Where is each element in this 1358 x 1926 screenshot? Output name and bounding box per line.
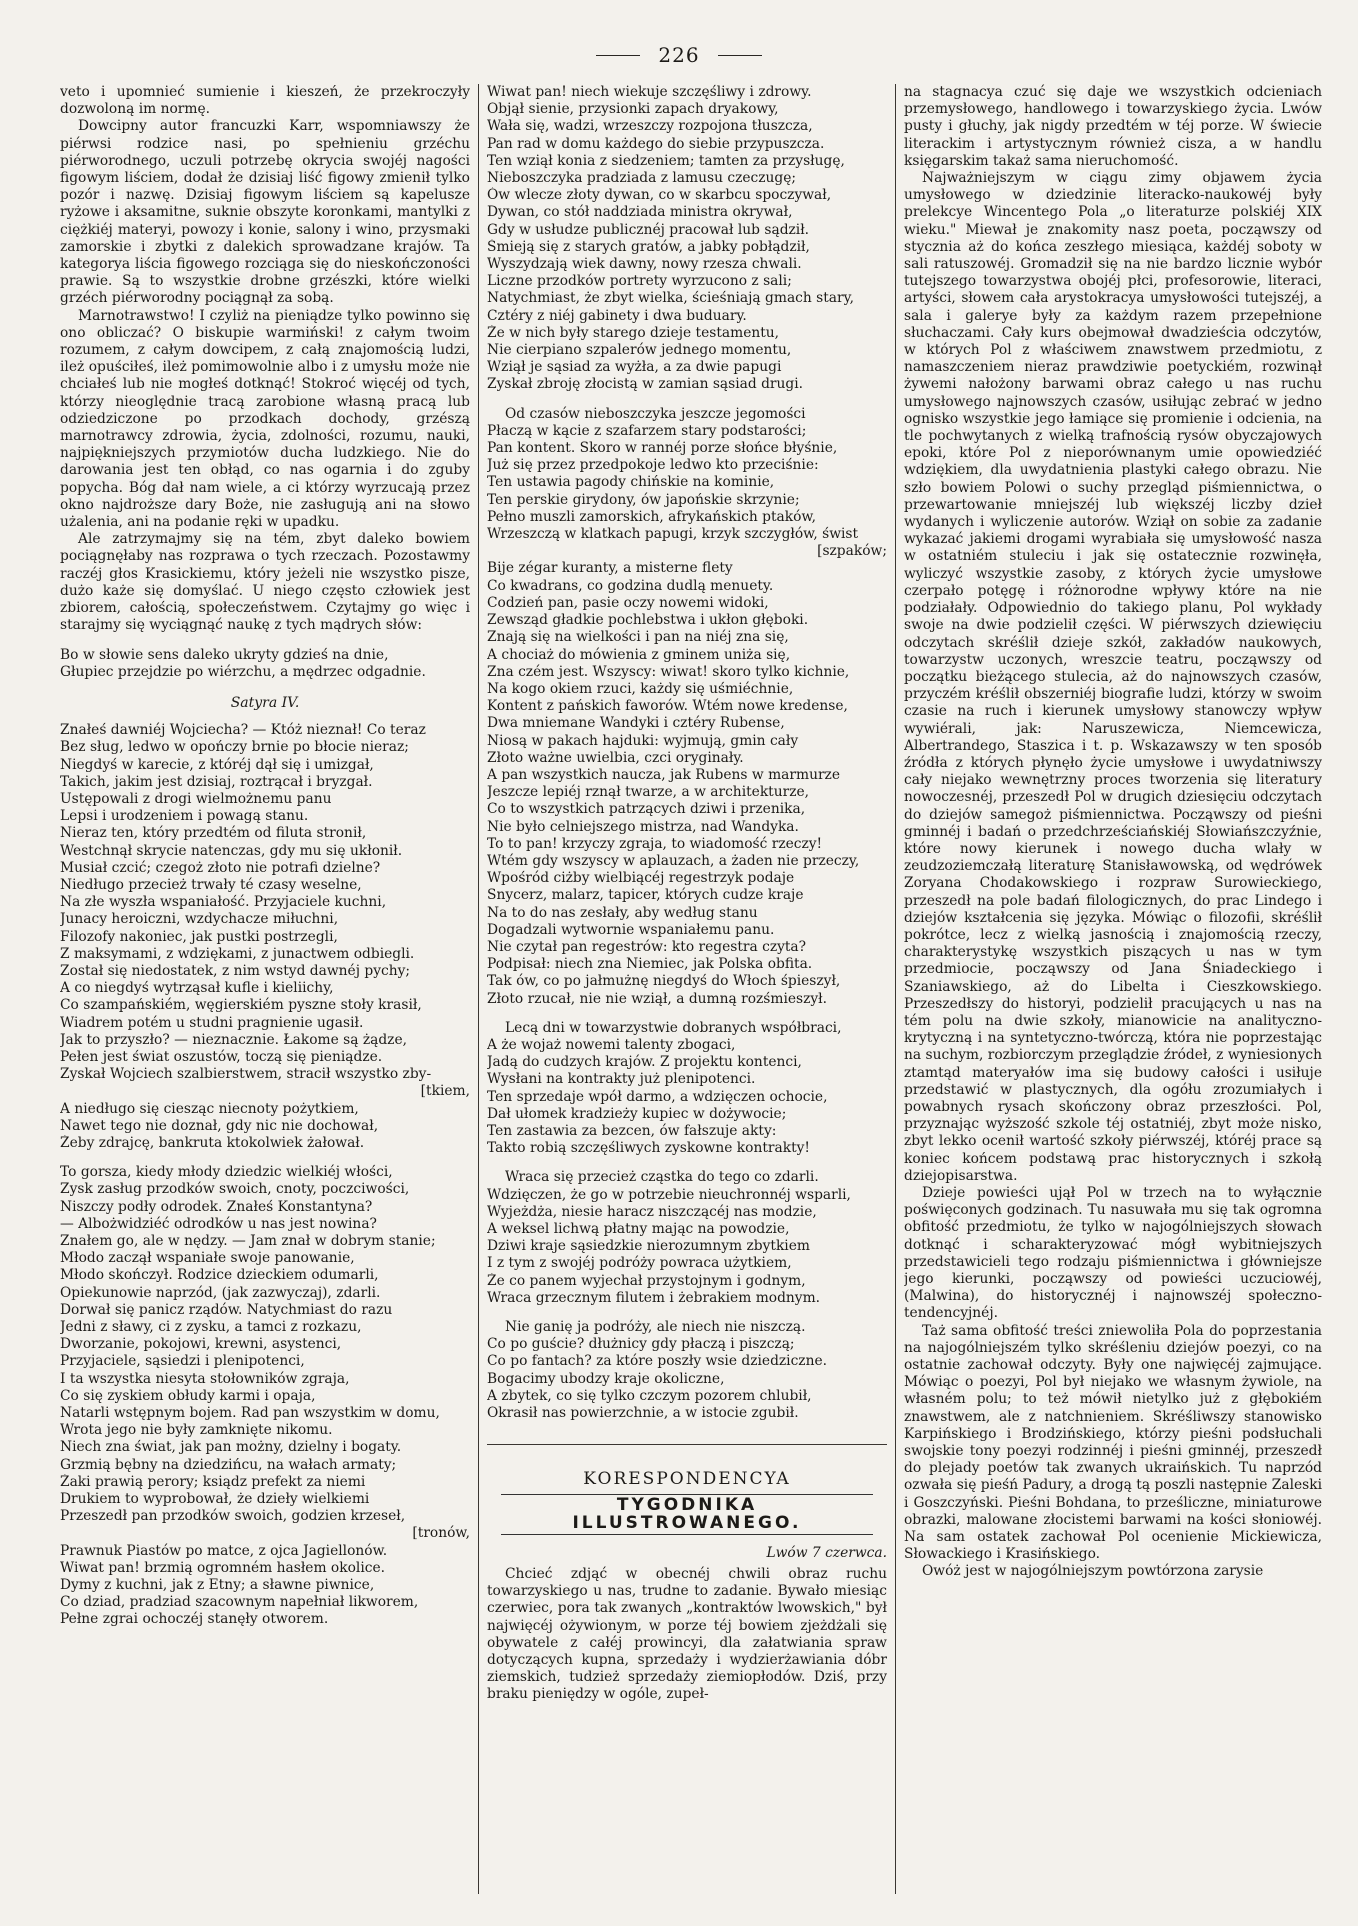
verse-line: Natychmiast, że zbyt wielka, ścieśniają gmach stary, [487, 290, 854, 307]
verse-line: Dogadzali wytwornie wspaniałemu panu. [487, 921, 775, 938]
header-rule-right [718, 55, 762, 56]
paragraph: Najważniejszym w ciągu zimy objawem życia umysłowego w dziedzinie literacko-naukowéj były prelekcye Wincentego Pola „o literaturze polskiéj XIX wieku." Miewał je znakomity nasz poeta, począwszy od stycznia aż do końca zeszłego miesiąca, każdéj soboty w sali ratuszowéj. Gromadził się na nie bardzo licznie wybór tutejszego towarzystwa obojéj płci, profesorowie, literaci, artyści, słowem cała arystokracya umysłowości tutejszéj, a sala i galerye były za każdym razem przepełnione słuchaczami. Cały kurs obejmował dwadzieścia odczytów, w których Pol z właściwem znawstwem przedmiotu, z namaszczeniem nieraz prawdziwie poetyckiém, rozwinął żywemi nałożony barwami obraz całego u nas ruchu umysłowego najnowszych czasów, usiłując zebrać w jedno ognisko wszystkie jego łamiące się promienie i odcienia, na tle pochwytanych z wielką trafnością rysów obyczajowych epoki, które Pol z nieporównanym umie opowiedziéć wdziękiem, dla uwydatnienia plastyki całego obrazu. Nie szło bowiem Polowi o suchy przegląd piśmiennictwa, o przewartowanie mniejszéj lub większéj liczby dzieł wydanych i wyliczenie autorów. Wziął on sobie za zadanie wykazać jakiemi drogami wyrabiała się umysłowość nasza w ostatniém stuleciu i jak się ostatecznie rozwinęła, wyliczyć wszystkie zasoby, z których życie umysłowe czerpało potęgę i różnorodne wpływy które na nie podziałały. Odpowiednio do takiego planu, Pol wykłady swoje na dwie podzielił części. W piérwszych dziewięciu odczytach skréślił dzieje szkół, zakładów naukowych, towarzystw uczonych, wreszcie teatru, począwszy od początku bieżącego stulecia, aż do najnowszych czasów, przyczém kréślił obszerniéj biografie ludzi, którzy w swoim czasie na ruch i kierunek umysłowy stanowczy wpływ wywiérali, jak: Naruszewicza, Niemcewicza, Albertrandego, Staszica i t. p. Wskazawszy w ten sposób źródła z których płynęło życie umysłowe i uwydatniwszy cały niejako wewnętrzny proces tworzenia się literatury nowoczesnéj, przeszedł Pol w drugich dziesięciu odczytach do dziejów samegoż piśmiennictwa. Począwszy od pieśni gminnéj i badań o przedchrześciańskiéj Słowiańszczyźnie, które nowy kierunek i nowego ducha wlały w zeudzoziemczałą literaturę Stanisławowską, od wędrówek Zoryana Chodakowskiego i rozpraw Surowieckiego, przeszedł na pole badań filologicznych, do prac Lindego i dziejów kształcenia się języka. Mówiąc o filozofii, skréślił pokrótce, lecz z wielką jasnością i znajomością rzeczy, charakterystykę wszystkich piszących u nas w tym przedmiocie, począwszy od Jana Śniadeckiego i Szaniawskiego, aż do Libelta i Cieszkowskiego. Przeszedłszy do historyi, podzielił pracujących u nas na tém polu na dwie szkoły, mianowicie na analityczno-krytyczną i na syntetyczno-twórczą, która nie poprzestając na suchym, rozbiorczym przeglądzie źródeł, z wyniesionych ztamtąd materyałów ima się budowy całości i usiłuje przedstawić w plastycznych, dla ogółu zrozumiałych i powabnych rysach skończony obraz przeszłości. Pol, przyznając wyższość szkole téj ostatniéj, zbyt może nisko, zbyt lekko ocenił wartość szkoły piérwszéj, któréj prace są koniec końcem podstawą prac historycznych i szkołą dziejopisarstwa. [904, 170, 1322, 1184]
verse-line: Wiadrem potém u studni pragnienie ugasił. [60, 1014, 364, 1031]
verse-line: Wrota jego nie były zamknięte nikomu. [60, 1422, 333, 1439]
verse-line: Żaki prawią perory; ksiądz prefekt za niemi [60, 1473, 366, 1490]
verse-line: Pełne zgrai ochoczéj stanęły otworem. [60, 1611, 329, 1628]
verse-line: Dał ułomek kradzieży kupiec w dożywocie; [487, 1105, 787, 1122]
verse-line: Złoto ważne uwielbia, czci oryginały. [487, 749, 744, 766]
verse-wrap: [tkiem, [420, 1083, 470, 1100]
verse-line: Jeszcze lepiéj rznął twarze, a w architekturze, [487, 784, 810, 801]
verse-line: Wyszydzają wiek dawny, nowy rzesza chwali. [487, 256, 802, 273]
verse-line: Cztéry z niéj gabinety i dwa buduary. [487, 307, 747, 324]
paragraph: Owóż jest w najogólniejszym powtórzona zarysie [922, 1563, 1264, 1580]
verse-wrap: [szpaków; [817, 543, 887, 560]
verse-line: Wiwat pan! niech wiekuje szczęśliwy i zdrowy. [487, 84, 812, 100]
verse-line: Lepsi i urodzeniem i powagą stanu. [60, 808, 309, 825]
verse-stanza-3 [487, 1020, 887, 1158]
verse-stanza-1 [487, 84, 887, 394]
verse-line: Przyjaciele, sąsiedzi i plenipotenci, [60, 1353, 305, 1370]
verse-line: Został się niedostatek, z nim wstyd dawnéj pychy; [60, 962, 411, 979]
verse-line: I ta wszystka niesyta stołowników zgraja, [60, 1370, 350, 1387]
verse-line: Nawet tego nie doznał, gdy nic nie dochował, [60, 1117, 379, 1134]
verse-line: Niszczy podły odrodek. Znałeś Konstantyna? [60, 1198, 373, 1215]
verse-line: Głupiec przejdzie po wiérzchu, a mędrzec odgadnie. [60, 663, 426, 680]
column-1 [60, 84, 470, 1894]
verse-line: Ów wlecze złoty dywan, co w skarbcu spoczywał, [487, 187, 832, 204]
verse-line: Okrasił nas powierzchnie, a w istocie zgubił. [487, 1405, 799, 1422]
dateline: Lwów 7 czerwca. [766, 1544, 887, 1561]
satire-title: Satyra IV. [230, 694, 300, 711]
verse-line: Lecą dni w towarzystwie dobranych współbraci, [505, 1019, 842, 1036]
paragraph: Taż sama obfitość treści zniewoliła Pola do poprzestania na najogólniejszém tylko skréśleniu dziejów poezyi, co na ostatnie zachował odczyty. Były one najwięcéj zajmujące. Mówiąc o poezyi, Pol był niejako we własnym żywiole, na własném polu; to też mówił nietylko już z głębokiém znawstwem, ale z natchnieniem. Skréśliwszy stanowisko Karpińskiego i Brodzińskiego, którzy pieśni podsłuchali swojskie tony poezyi rodzinnéj i pieśni gminnéj, przeszedł do plejady poetów tak zwanych ukraińskich. Tu naprzód ozwała się pieśń Padury, a drogą tą poszli następnie Zaleski i Goszczyński. Pieśni Bohdana, to prześliczne, miniaturowe obrazki, malowane złocistemi barwami na kości słoniowéj. Na sam ostatek zachował Pol ocenienie Mickiewicza, Słowackiego i Krasińskiego. [904, 1322, 1322, 1563]
paragraph: Ale zatrzymajmy się na tém, zbyt daleko bowiem pociągnęłaby nas rozprawa o tych rzeczach. Pozostawmy raczéj głos Krasickiemu, który jeżeli nie wszystko pisze, dużo każe się domyślać. U niego często człowiek jest zbiorem, całością, społeczeństwem. Czytajmy go więc i starajmy się wyciągnąć naukę z tych mądrych słów: [60, 531, 470, 634]
verse-line: Ten perskie girydony, ów japońskie skrzynie; [487, 491, 800, 508]
verse-line: Wraca się przecież cząstka do tego co zdarli. [505, 1169, 819, 1186]
verse-line: Takich, jakim jest dzisiaj, roztrącał i bryzgał. [60, 773, 373, 790]
verse-line: Snycerz, malarz, tapicer, których cudze kraje [487, 887, 804, 904]
verse-line: A weksel lichwą płatny mając na powodzie, [487, 1221, 790, 1237]
verse-line: Filozofy nakoniec, jak pustki postrzegli, [60, 928, 338, 945]
verse-line: Niosą w pakach hajduki: wyjmują, gmin cały [487, 732, 799, 749]
verse-line: Co po fantach? za które poszły wsie dziedziczne. [487, 1353, 828, 1370]
verse-line: Wziął je sąsiad za wyżła, a za dwie papugi [487, 359, 782, 376]
verse-line: Westchnął skrycie natenczas, gdy mu się ukłonił. [60, 842, 403, 859]
verse-line: Na złe wyszła wspaniałość. Przyjaciele kuchni, [60, 894, 387, 911]
motto [60, 647, 470, 681]
verse-line: Tak ów, co po jałmużnę niegdyś do Włoch śpieszył, [487, 973, 841, 990]
verse-line: Że co panem wyjechał przystojnym i godnym, [487, 1272, 806, 1289]
verse-line: Zyskał Wojciech szalbierstwem, stracił wszystko zby- [60, 1066, 432, 1083]
verse-line: Wtém gdy wszyscy w aplauzach, a żaden nie przeczy, [487, 852, 860, 869]
verse-line: Na to do nas zesłały, aby według stanu [487, 904, 758, 921]
verse-line: Objął sienie, przysionki zapach dryakowy, [487, 101, 779, 118]
verse-line: A niedługo się ciesząc niecnoty pożytkiem, [60, 1100, 359, 1117]
column-divider-2 [895, 84, 896, 1894]
verse-line: Co szampańskiém, węgierskiém pyszne stoły krasił, [60, 997, 422, 1014]
verse-line: Junacy heroiczni, wzdychacze miłuchni, [60, 911, 339, 928]
verse-line: A pan wszystkich naucza, jak Rubens w marmurze [487, 766, 840, 783]
paragraph: na stagnacya czuć się daje we wszystkich odcieniach przemysłowego, handlowego i towarzyskiego życia. Lwów pusty i głuchy, jak nigdy przedtém w téj porze. W świecie literackim i artystycznym również cisza, a w handlu księgarskim takaż sama nieruchomość. [904, 84, 1322, 169]
verse-line: Nieraz ten, który przedtém od filuta stronił, [60, 825, 367, 842]
paragraph: Marnotrawstwo! I czyliż na pieniądze tylko powinno się ono obliczać? O biskupie warmiński! z całym twoim rozumem, z całym dowcipem, z całą znajomością ludzi, ileż opuściłeś, ileż pomimowolnie albo i z umysłu może nie chciałeś lub nie mogłeś dotknąć! Stokroć więcéj od tych, którzy nieoględnie tracą zarobione własną pracą lub odziedziczone po przodkach dochody, grzészą marnotrawcy zdrowia, życia, zdolności, rozumu, nauki, najpiękniejszych przymiotów ducha ludzkiego. Nie do darowania jest ten obłąd, co nas ogarnia i do zguby popycha. Bóg dał nam wiele, a ci którzy wyrzucają przez okno najdroższe dary Boże, nie zasługują ani na słowo użalenia, ani na podanie ręki w upadku. [60, 307, 470, 531]
verse-block-a [60, 722, 470, 1152]
verse-line: Ten zastawia za bezcen, ów fałszuje akty: [487, 1122, 777, 1139]
verse-line: Codzień pan, pasie oczy nowemi widoki, [487, 594, 769, 611]
column-2 [487, 84, 887, 1894]
verse-line: A chociaż do mówienia z gminem uniża się, [487, 646, 791, 663]
paragraph: veto i upomnieć sumienie i kieszeń, że przekroczyły dozwoloną im normę. [60, 84, 470, 118]
verse-line: Opiekunowie naprzód, (jak zazwyczaj), zdarli. [60, 1284, 381, 1301]
verse-line: Wrzeszczą w klatkach papugi, krzyk szczygłów, świst [487, 526, 859, 543]
verse-line: Zysk zasług przodków swoich, cnoty, poczciwości, [60, 1181, 410, 1198]
verse-line: Kontent z pańskich faworów. Wtém nowe kredense, [487, 698, 848, 715]
verse-line: Dziwi kraje sąsiedzkie nierozumnym zbytkiem [487, 1238, 810, 1255]
verse-line: Wraca grzecznym filutem i żebrakiem modnym. [487, 1289, 821, 1306]
verse-line: Jak to przyszło? — nieznacznie. Łakome są żądze, [60, 1031, 407, 1048]
verse-line: Zyskał zbroję złocistą w zamian sąsiad drugi. [487, 376, 804, 393]
verse-line: Że w nich były starego dzieje testamentu, [487, 324, 780, 341]
verse-line: Złoto rzucał, nie nie wziął, a dumną rozśmieszył. [487, 990, 828, 1007]
verse-line: Dworzanie, pokojowi, krewni, asystenci, [60, 1336, 342, 1353]
verse-line: Natarli wstępnym bojem. Rad pan wszystkim w domu, [60, 1405, 440, 1422]
verse-line: Nie ganię ja podróży, ale niech nie niszczą. [505, 1319, 806, 1336]
verse-line: Wała się, wadzi, wrzeszczy rozpojona tłuszcza, [487, 118, 813, 135]
verse-line: Zna czém jest. Wszyscy: wiwat! skoro tylko kichnie, [487, 663, 850, 680]
verse-line: Wyjeżdża, niesie haracz niszczącéj nas modzie, [487, 1203, 817, 1220]
verse-line: Niegdyś w karecie, z któréj dął się i umizgał, [60, 756, 374, 773]
verse-line: Młodo skończył. Rodzice dzieckiem odumarli, [60, 1267, 379, 1284]
verse-line: To gorsza, kiedy młody dziedzic wielkiéj włości, [60, 1164, 393, 1181]
verse-line: Dywan, co stół naddziada ministra okrywał, [487, 204, 793, 221]
verse-line: Drukiem to wyprobował, że dzieły wielkiemi [60, 1491, 370, 1508]
verse-block-c [60, 1164, 470, 1628]
verse-line: Nie czytał pan regestrów: kto regestra czyta? [487, 938, 807, 955]
paragraph: Dzieje powieści ujął Pol w trzech na to wyłącznie poświęconych godzinach. Tu nasuwała mu się tak ogromna obfitość przedmiotu, że tylko w najogólniejszych słowach dotknąć i scharakteryzować mógł wybitniejszych przedstawicieli tego rodzaju piśmiennictwa i główniejsze jego kierunki, począwszy od powieści uczuciowéj, (Malwina), do historycznéj i najnowszéj społeczno-tendencyjnéj. [904, 1185, 1322, 1322]
verse-stanza-2 [487, 406, 887, 1008]
verse-line: Ten wziął konia z siedzeniem; tamten za przysługę, [487, 152, 845, 169]
page-header [0, 40, 1358, 70]
verse-line: To to pan! krzyczy zgraja, to wiadomość rzeczy! [487, 835, 823, 852]
verse-line: Śmieją się z starych gratów, a jabky pobłądził, [487, 238, 810, 255]
verse-line: Co po guście? dłużnicy gdy płaczą i piszczą; [487, 1336, 795, 1353]
verse-line: Znałeś dawniéj Wojciecha? — Któż nieznał! Co teraz [60, 722, 426, 739]
verse-line: Grzmią bębny na dziedzińcu, na wałach armaty; [60, 1456, 397, 1473]
verse-line: Żeby zdrajcę, bankruta ktokolwiek żałował. [60, 1134, 365, 1151]
verse-stanza-5 [487, 1319, 887, 1422]
verse-line: Nieboszczyka pradziada z lamusu czeczugę; [487, 170, 797, 187]
verse-line: Już się przez przedpokoje ledwo kto przeciśnie: [487, 457, 819, 474]
paragraph: Chcieć zdjąć w obecnéj chwili obraz ruchu towarzyskiego u nas, trudne to zadanie. Bywało miesiąc czerwiec, pora tak zwanych „kontraktów lwowskich," był najwięcéj ożywionym, w porze téj bowiem zjeżdżali się obywatele z całéj prowincyi, dla załatwiania spraw dotyczących kupna, sprzedaży i wydzierżawiania dóbr ziemskich, tudzież sprzedaży ziemiopłodów. Dziś, przy braku pieniędzy w ogóle, zupeł- [487, 1566, 887, 1703]
verse-line: Na kogo okiem rzuci, każdy się uśmiéchnie, [487, 680, 794, 697]
verse-line: Wdzięczen, że go w potrzebie nieuchronnéj wsparli, [487, 1186, 851, 1203]
verse-line: Co to wszystkich patrzących dziwi i przenika, [487, 801, 806, 818]
paragraph: Dowcipny autor francuzki Karr, wspomniawszy że piérwsi rodzice nasi, po spełnieniu grzéchu piérworodnego, uczuli potrzebę okrycia swojéj nagości figowym liściem, dodał że dzisiaj liść figowy zmienił tylko pozór i nazwę. Dzisiaj figowym liściem są kapelusze ryżowe i aksamitne, suknie obszyte koronkami, mantylki z ciężkiéj materyi, powozy i konie, salony i wino, przysmaki zamorskie i zbytki z dalekich sprowadzane krajów. Ta kategorya liścia figowego rozciąga się do nieskończoności prawie. Są to wszystkie drobne grzészki, które wielki grzéch piérworodny pociągnął za sobą. [60, 118, 470, 307]
verse-line: Pan rad w domu każdego do siebie przypuszcza. [487, 135, 825, 152]
verse-line: Co się zyskiem obłudy karmi i opaja, [60, 1387, 316, 1404]
verse-line: A co niegdyś wytrząsał kufle i kieliichy, [60, 980, 334, 997]
verse-line: — Albożwidziéć odrodków u nas jest nowina? [60, 1215, 377, 1232]
verse-line: Zewsząd gładkie pochlebstwa i ukłon głęboki. [487, 612, 809, 629]
verse-line: Od czasów nieboszczyka jeszcze jegomości [505, 405, 806, 422]
verse-line: Pełen jest świat oszustów, toczą się pieniądze. [60, 1048, 383, 1065]
verse-wrap: [tronów, [412, 1525, 470, 1542]
verse-line: Dymy z kuchni, jak z Etny; a sławne piwnice, [60, 1577, 375, 1594]
verse-line: Znają się na wielkości i pan na niéj zna się, [487, 629, 789, 646]
verse-line: Liczne przodków portrety wyrzucono z sali; [487, 273, 792, 290]
verse-line: Z maksymami, z wdziękami, z junactwem odbiegli. [60, 945, 415, 962]
header-rule-left [596, 55, 640, 56]
page-number: 226 [658, 43, 700, 67]
verse-line: Prawnuk Piastów po matce, z ojca Jagiellonów. [60, 1542, 388, 1559]
verse-line: Bez sług, ledwo w opończy brnie po błocie nieraz; [60, 739, 409, 756]
verse-line: Co dziad, pradziad szacownym napełniał likworem, [60, 1594, 419, 1611]
verse-line: Co kwadrans, co godzina dudlą menuety. [487, 577, 774, 594]
verse-line: Gdy w usłudze publicznéj pracował lub sądził. [487, 221, 810, 238]
correspondence-title: KORESPONDENCYA [583, 1469, 791, 1490]
verse-line: Nie było celniejszego mistrza, nad Wandyka. [487, 818, 799, 835]
verse-line: Pan kontent. Skoro w rannéj porze słońce błyśnie, [487, 440, 838, 457]
verse-line: Młodo zaczął wspaniałe swoje panowanie, [60, 1250, 355, 1267]
verse-line: Wiwat pan! brzmią ogromném hasłem okolice. [60, 1559, 386, 1576]
verse-line: Pełno muszli zamorskich, afrykańskich ptaków, [487, 508, 816, 525]
verse-line: Musiał czcić; czegoż złoto nie potrafi dzielne? [60, 859, 381, 876]
column-divider-1 [478, 84, 479, 1894]
verse-line: A że wojaż nowemi talenty zbogaci, [487, 1036, 736, 1053]
verse-line: Takto robią szczęśliwych zyskowne kontrakty! [487, 1140, 810, 1157]
verse-line: Wpośród ciżby wielbiącéj regestrzyk podaje [487, 870, 795, 887]
verse-line: Jadą do cudzych krajów. Z projektu kontenci, [487, 1054, 802, 1071]
verse-line: I z tym z swojéj podróży powraca użytkiem, [487, 1255, 792, 1272]
verse-line: Podpisał: niech zna Niemiec, jak Polska obfita. [487, 956, 813, 973]
verse-line: Dwa mniemane Wandyki i cztéry Rubense, [487, 715, 785, 732]
verse-line: Niech zna świat, jak pan możny, dzielny i bogaty. [60, 1439, 402, 1456]
verse-line: Jedni z sławy, ci z zysku, a tamci z rozkazu, [60, 1319, 362, 1336]
verse-line: Bogacimy ubodzy kraje okoliczne, [487, 1370, 725, 1387]
verse-line: Nie cierpiano szpalerów jednego momentu, [487, 342, 792, 359]
verse-line: Płaczą w kącie z szafarzem stary podstarości; [487, 422, 807, 439]
section-divider [487, 1444, 887, 1445]
verse-line: Wysłani na kontrakty już plenipotenci. [487, 1071, 756, 1088]
verse-line: Znałem go, ale w nędzy. — Jam znał w dobrym stanie; [60, 1233, 436, 1249]
verse-line: A zbytek, co się tylko czczym pozorem chlubił, [487, 1387, 812, 1404]
verse-line: Niedługo przecież trwały té czasy weselne, [60, 876, 362, 893]
verse-line: Bije zégar kuranty, a misterne flety [487, 560, 733, 577]
verse-line: Przeszedł pan przodków swoich, godzien krzeseł, [60, 1508, 406, 1525]
verse-line: Bo w słowie sens daleko ukryty gdzieś na dnie, [60, 646, 389, 663]
correspondence-masthead: TYGODNIKA ILLUSTROWANEGO. [501, 1494, 873, 1534]
verse-line: Dorwał się panicz rządów. Natychmiast do razu [60, 1301, 393, 1318]
verse-line: Ustępowali z drogi wielmożnemu panu [60, 790, 332, 807]
column-3 [904, 84, 1322, 1894]
verse-line: Ten ustawia pagody chińskie na kominie, [487, 474, 775, 491]
verse-line: Ten sprzedaje wpół darmo, a wdzięczen ochocie, [487, 1088, 828, 1105]
verse-stanza-4 [487, 1169, 887, 1307]
